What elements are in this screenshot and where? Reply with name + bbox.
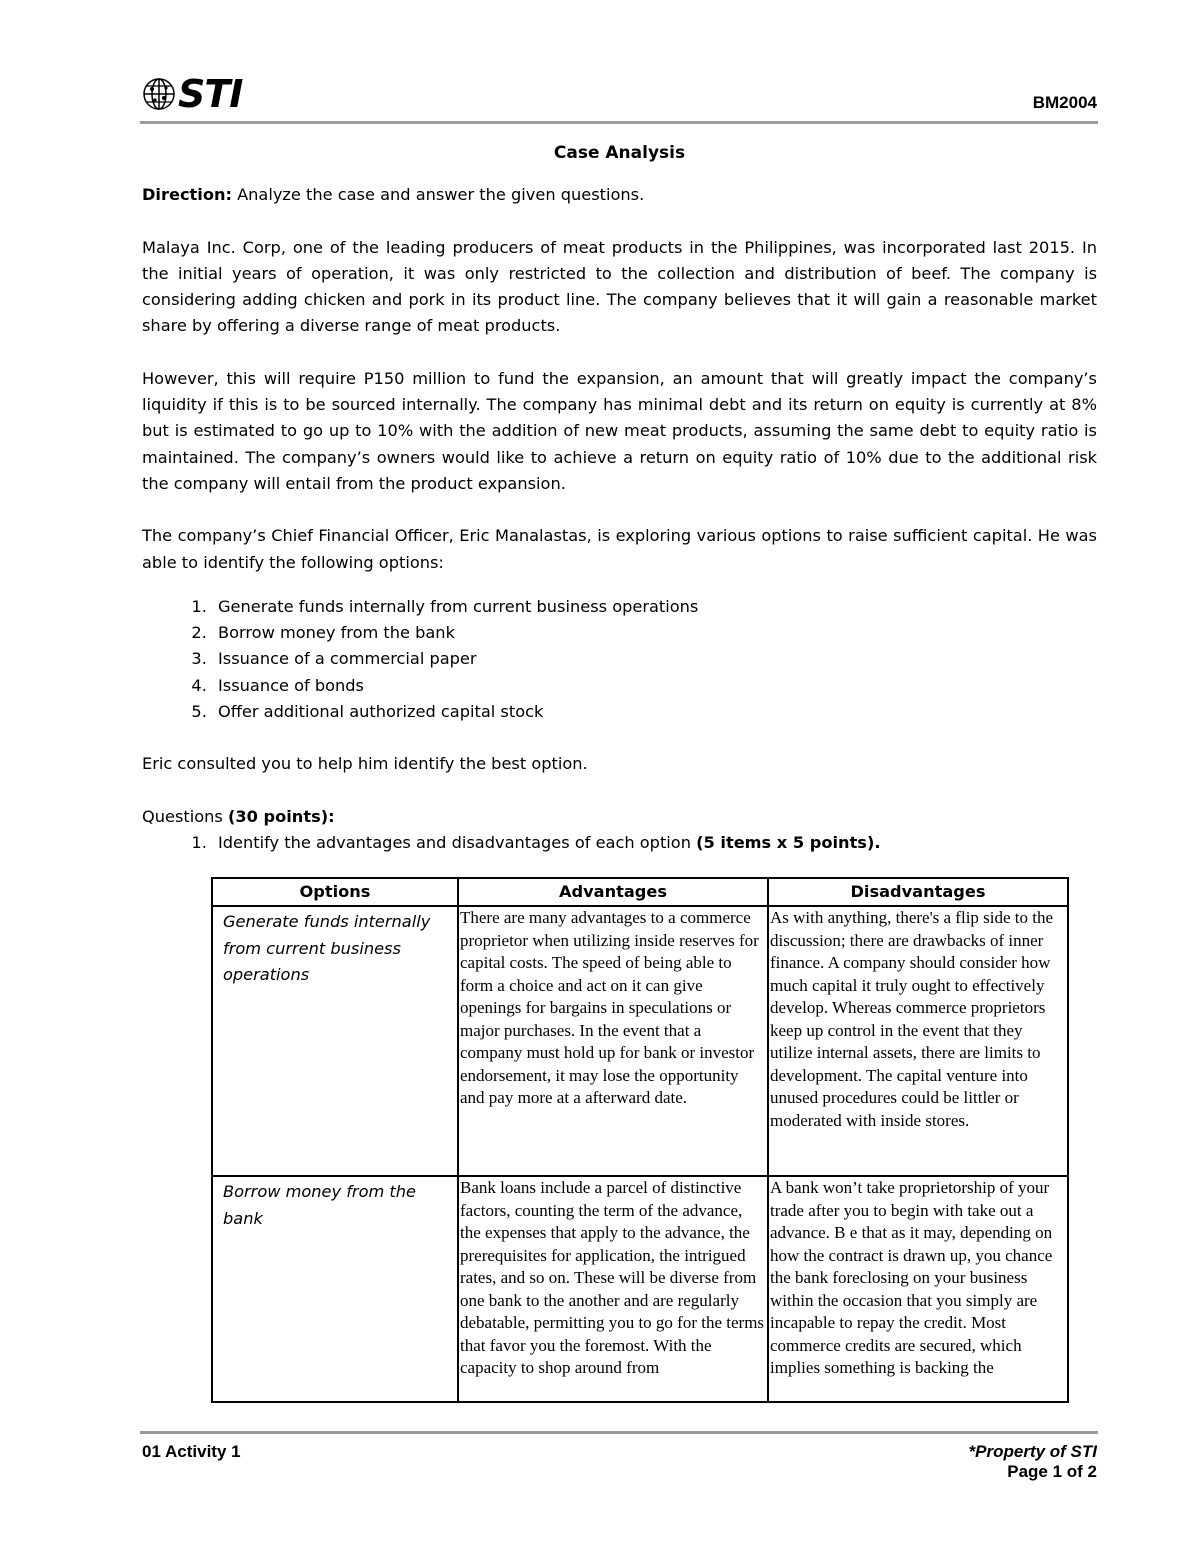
questions-points: (30 points):	[227, 806, 335, 826]
consult-paragraph: Eric consulted you to help him identify the best option.	[142, 754, 588, 774]
footer-divider	[140, 1431, 1098, 1434]
disadvantages-cell: As with anything, there's a flip side to the discussion; there are drawbacks of inner finance. A company should consider how much capital it truly ought to effectively develop. Whereas commerce proprietors keep up control in the event that they utilize internal assets, there are limits to development. The capital venture into unused procedures could be littler or moderated with inside stores.	[768, 906, 1068, 1176]
questions-label: Questions	[142, 806, 228, 826]
advantages-text: Bank loans include a parcel of distinctive factors, counting the term of the advance, the expenses that apply to the advance, the prerequisites for application, the intrigued rates, and so on. These will be diverse from one bank to the another and are regularly debatable, permitting you to go for the terms that favor you the foremost. With the capacity to shop around from	[460, 1178, 765, 1378]
list-item: 1. Generate funds internally from current business operations	[212, 594, 1097, 620]
direction-label: Direction:	[142, 185, 232, 205]
direction-text: Analyze the case and answer the given questions.	[231, 185, 645, 205]
list-item: 2. Borrow money from the bank	[212, 620, 1097, 646]
case-paragraph-2: However, this will require P150 million to fund the expansion, an amount that will greatly impact the company’s liquidity if this is to be sourced internally. The company has minimal debt and its return on equity is currently at 8% but is estimated to go up to 10% with the addition of new meat products, assuming the same debt to equity ratio is maintained. The company’s owners would like to achieve a return on equity ratio of 10% due to the additional risk the company will entail from the product expansion.	[142, 368, 1097, 493]
header-divider	[140, 121, 1098, 124]
list-item: 5. Offer additional authorized capital stock	[212, 699, 1097, 725]
list-item: 3. Issuance of a commercial paper	[212, 646, 1097, 672]
option-cell: Borrow money from the bank	[212, 1176, 458, 1402]
question-points: (5 items x 5 points).	[696, 832, 881, 852]
globe-icon	[142, 76, 176, 112]
direction-line	[142, 182, 1097, 208]
activity-label: 01 Activity 1	[142, 1442, 241, 1461]
sti-logo	[142, 72, 242, 116]
logo-text: STI	[178, 72, 243, 116]
questions-list	[142, 830, 1097, 856]
table-header-row	[212, 878, 1068, 906]
advantages-cell	[458, 1176, 768, 1402]
footer-right	[969, 1442, 1097, 1482]
list-item: 4. Issuance of bonds	[212, 673, 1097, 699]
course-code: BM2004	[1032, 93, 1097, 112]
disadvantages-cell	[768, 1176, 1068, 1402]
question-text: Identify the advantages and disadvantages of each option	[218, 832, 697, 852]
column-header-options: Options	[212, 878, 458, 906]
table-row	[212, 906, 1068, 1176]
property-notice: *Property of STI	[968, 1442, 1097, 1461]
advantages-cell: There are many advantages to a commerce proprietor when utilizing inside reserves for capital costs. The speed of being able to form a choice and act on it can give openings for bargains in speculations or major purchases. In the event that a company must hold up for bank or investor endorsement, it may lose the opportunity and pay more at a afterward date.	[458, 906, 768, 1176]
question-item	[212, 830, 1097, 856]
page-title: Case Analysis	[553, 143, 686, 163]
disadvantages-text: A bank won’t take proprietorship of your trade after you to begin with take out a advance. B e that as it may, depending on how the contract is drawn up, you chance the bank foreclosing on your business within the occasion that you simply are incapable to repay the credit. Most commerce credits are secured, which implies something is backing the	[770, 1178, 1053, 1378]
page-number: Page 1 of 2	[1007, 1462, 1097, 1481]
options-table	[211, 877, 1069, 1403]
column-header-advantages: Advantages	[458, 878, 768, 906]
document-body	[142, 140, 1097, 1403]
questions-heading	[142, 804, 1097, 830]
case-paragraph-3: The company’s Chief Financial Officer, Eric Manalastas, is exploring various options to raise sufficient capital. He was able to identify the following options:	[142, 526, 1097, 572]
option-cell: Generate funds internally from current business operations	[212, 906, 458, 1176]
case-paragraph-1: Malaya Inc. Corp, one of the leading producers of meat products in the Philippines, was incorporated last 2015. In the initial years of operation, it was only restricted to the collection and distribution of beef. The company is considering adding chicken and pork in its product line. The company believes that it will gain a reasonable market share by offering a diverse range of meat products.	[142, 237, 1097, 336]
column-header-disadvantages: Disadvantages	[768, 878, 1068, 906]
options-list	[142, 594, 1097, 725]
table-row	[212, 1176, 1068, 1402]
